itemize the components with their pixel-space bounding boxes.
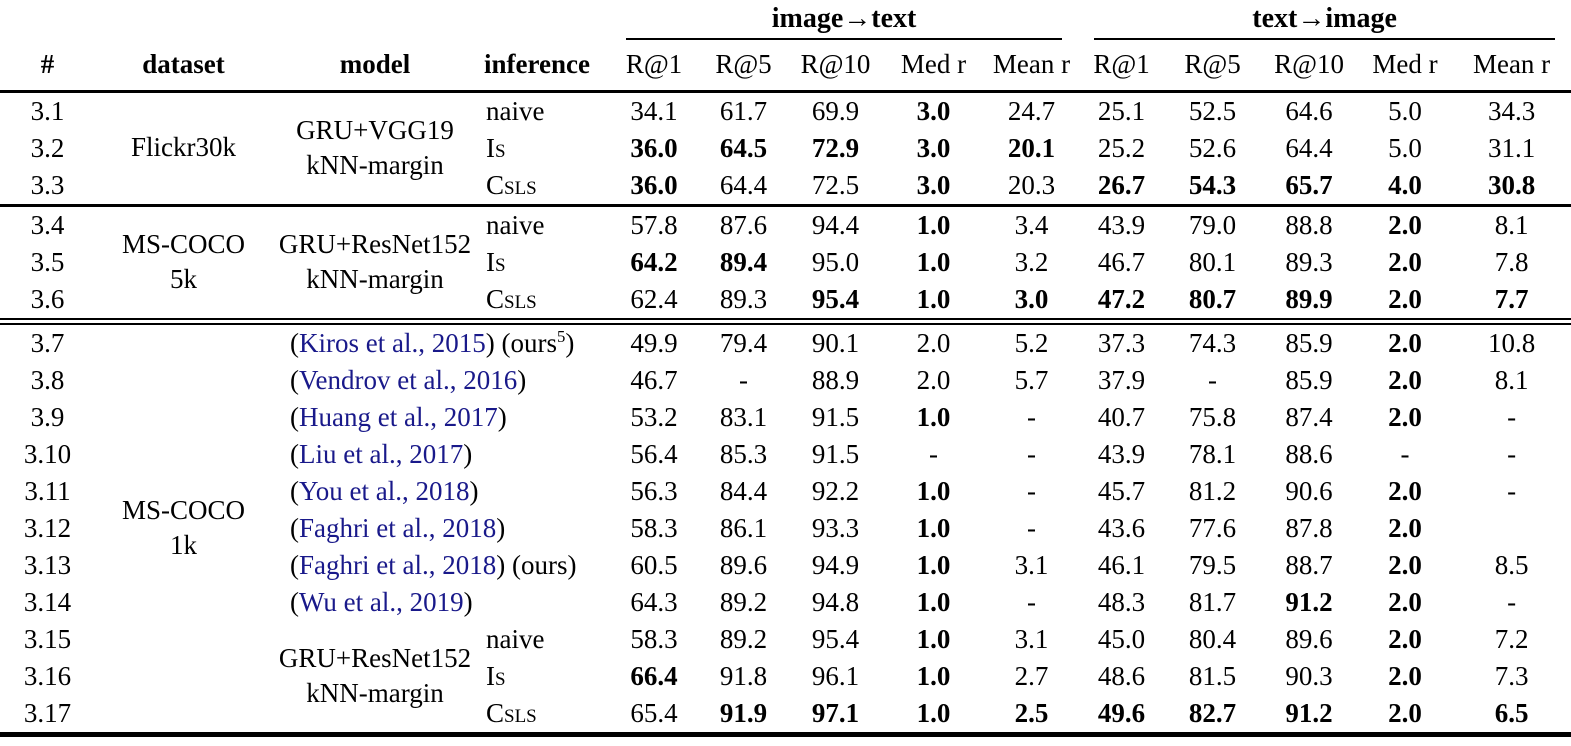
metric-cell: 81.2 [1188, 475, 1237, 506]
metric-cell: 89.3 [1285, 246, 1333, 277]
table-row [0, 91, 1571, 130]
metric-cell: 10.8 [1487, 327, 1536, 358]
metric-cell: 60.5 [630, 549, 678, 580]
group-header-text-to-image [1078, 0, 1571, 40]
column-header-inference: inference [478, 40, 610, 92]
metric-cell: 8.5 [1494, 549, 1529, 580]
model-citation-cell [272, 584, 610, 621]
dataset-cell [95, 91, 272, 205]
citation-text: ) [517, 364, 527, 395]
metric-cell: 1.0 [916, 475, 951, 506]
row-number: 3.16 [23, 660, 72, 691]
metric-cell: 57.8 [630, 209, 678, 240]
group-label-text-to-image: text→image [1094, 4, 1555, 40]
row-number: 3.17 [23, 697, 72, 728]
metric-cell: - [1027, 512, 1037, 543]
dataset-line: 5k [170, 264, 197, 295]
metric-cell: 89.2 [719, 623, 768, 654]
metric-cell: - [1507, 401, 1517, 432]
metric-cell: 45.7 [1097, 475, 1146, 506]
metric-cell: 94.8 [811, 586, 860, 617]
column-header-i2t-r10: R@10 [789, 40, 882, 92]
citation-text: ) [497, 401, 507, 432]
metric-cell: 85.9 [1285, 327, 1333, 358]
metric-cell: 26.7 [1097, 169, 1146, 200]
model-cell [272, 91, 478, 205]
metric-cell: 2.0 [1388, 401, 1422, 432]
citation-text: ) [496, 512, 506, 543]
metric-cell: 58.3 [630, 623, 678, 654]
metric-cell: 87.8 [1285, 512, 1333, 543]
dataset-line: 1k [170, 530, 197, 561]
inference-cell: naive [486, 209, 545, 240]
metric-cell: 2.0 [1388, 623, 1422, 654]
row-number: 3.8 [30, 364, 65, 395]
metric-cell: 3.0 [916, 132, 951, 163]
metric-cell: 96.1 [811, 660, 860, 691]
metric-cell: 58.3 [630, 512, 678, 543]
metric-cell: 85.3 [719, 438, 768, 469]
metric-cell: 66.4 [630, 660, 678, 691]
row-number: 3.2 [30, 132, 65, 163]
block-mscoco-5k [0, 205, 1571, 321]
row-number: 3.13 [23, 549, 72, 580]
metric-cell: 1.0 [916, 660, 951, 691]
citation-link[interactable]: You et al., 2018 [299, 475, 470, 506]
dataset-line: MS-COCO [121, 228, 246, 259]
metric-cell: 2.0 [916, 327, 951, 358]
metric-cell: 79.0 [1188, 209, 1237, 240]
row-number: 3.9 [30, 401, 65, 432]
row-number: 3.15 [23, 623, 72, 654]
column-header-t2i-r5: R@5 [1165, 40, 1260, 92]
model-line: GRU+ResNet152 [278, 228, 472, 259]
metric-cell: 77.6 [1188, 512, 1237, 543]
metric-cell: 87.4 [1285, 401, 1333, 432]
metric-cell: 1.0 [916, 586, 951, 617]
column-header-t2i-meanr: Mean r [1452, 40, 1571, 92]
metric-cell: 89.2 [719, 586, 768, 617]
metric-cell: 81.7 [1188, 586, 1237, 617]
model-citation-cell [272, 473, 610, 510]
group-header-blank [0, 0, 610, 40]
metric-cell: 95.0 [811, 246, 860, 277]
metric-cell: 3.4 [1014, 209, 1049, 240]
citation-footnote-mark: 5 [556, 326, 566, 346]
metric-cell: 43.9 [1097, 209, 1146, 240]
metric-cell: 3.1 [1014, 623, 1049, 654]
metric-cell: 2.0 [916, 364, 951, 395]
metric-cell: 34.3 [1487, 95, 1536, 126]
metric-cell: - [1027, 475, 1037, 506]
inference-cell: naive [486, 95, 545, 126]
metric-cell: 6.5 [1494, 697, 1529, 728]
column-header-i2t-r1: R@1 [610, 40, 698, 92]
metric-cell: 5.2 [1014, 327, 1049, 358]
metric-cell: 48.6 [1097, 660, 1146, 691]
inference-cell: Is [486, 660, 506, 691]
metric-cell: 64.6 [1285, 95, 1333, 126]
metric-cell: 3.0 [1014, 283, 1049, 314]
metric-cell: 25.1 [1097, 95, 1146, 126]
inference-cell: Csls [486, 283, 537, 314]
metric-cell: 2.0 [1388, 697, 1422, 728]
metric-cell: - [1027, 438, 1037, 469]
metric-cell: 2.7 [1014, 660, 1049, 691]
metric-cell: - [739, 364, 748, 395]
model-cell [272, 205, 478, 321]
metric-cell: 4.0 [1388, 169, 1422, 200]
metric-cell: 56.3 [630, 475, 678, 506]
column-header-number: # [0, 40, 95, 92]
dataset-cell [95, 321, 272, 734]
metric-cell: 79.5 [1188, 549, 1237, 580]
metric-cell: 2.0 [1388, 327, 1422, 358]
metric-cell: 90.1 [811, 327, 860, 358]
metric-cell: 82.7 [1188, 697, 1237, 728]
metric-cell: 48.3 [1097, 586, 1146, 617]
model-citation-cell [272, 362, 610, 399]
metric-cell: 84.4 [719, 475, 768, 506]
metric-cell: 88.8 [1285, 209, 1333, 240]
citation-link[interactable]: Liu et al., 2017 [299, 438, 464, 469]
metric-cell: 89.3 [719, 283, 768, 314]
metric-cell: 69.9 [811, 95, 860, 126]
metric-cell: - [929, 438, 938, 469]
model-line: kNN-margin [306, 678, 444, 709]
metric-cell: 8.1 [1494, 209, 1529, 240]
metric-cell: 93.3 [811, 512, 860, 543]
column-header-t2i-medr: Med r [1358, 40, 1452, 92]
metric-cell: 49.9 [630, 327, 678, 358]
metric-cell: 89.4 [719, 246, 768, 277]
metric-cell: 90.3 [1285, 660, 1333, 691]
citation-text: ( [290, 401, 299, 432]
metric-cell: 34.1 [630, 95, 678, 126]
row-number: 3.11 [24, 475, 71, 506]
metric-cell: 89.6 [1285, 623, 1333, 654]
metric-cell: 46.7 [630, 364, 678, 395]
metric-cell: 75.8 [1188, 401, 1237, 432]
metric-cell: 64.3 [630, 586, 678, 617]
metric-cell: 72.9 [811, 132, 860, 163]
metric-cell: 97.1 [811, 697, 860, 728]
metric-cell: 78.1 [1188, 438, 1237, 469]
model-line: GRU+VGG19 [296, 114, 454, 145]
metric-cell: 47.2 [1097, 283, 1146, 314]
model-citation-cell [272, 321, 610, 362]
metric-cell: 36.0 [630, 169, 678, 200]
metric-cell: 3.0 [916, 169, 951, 200]
metric-cell: 36.0 [630, 132, 678, 163]
citation-link[interactable]: Faghri et al., 2018 [299, 512, 497, 543]
column-header-i2t-medr: Med r [882, 40, 985, 92]
metric-cell: 81.5 [1188, 660, 1237, 691]
dataset-line: Flickr30k [131, 132, 236, 163]
metric-cell: 1.0 [916, 246, 951, 277]
metric-cell: 43.9 [1097, 438, 1146, 469]
metric-cell: 91.5 [811, 401, 860, 432]
metric-cell: 91.2 [1285, 586, 1333, 617]
metric-cell: 80.4 [1188, 623, 1237, 654]
metric-cell: 3.1 [1014, 549, 1049, 580]
citation-text: ) (ours [485, 327, 557, 358]
metric-cell: - [1507, 475, 1517, 506]
metric-cell: 49.6 [1097, 697, 1146, 728]
metric-cell: 86.1 [719, 512, 768, 543]
metric-cell: 79.4 [719, 327, 768, 358]
metric-cell: - [1027, 586, 1037, 617]
citation-text: ( [290, 327, 299, 358]
metric-cell: - [1027, 401, 1037, 432]
metric-cell: 2.0 [1388, 512, 1422, 543]
metric-cell: 5.0 [1388, 95, 1422, 126]
metric-cell: 43.6 [1097, 512, 1146, 543]
citation-link[interactable]: Wu et al., 2019 [299, 586, 464, 617]
row-number: 3.10 [23, 438, 72, 469]
metric-cell: 64.4 [719, 169, 768, 200]
table-header [0, 0, 1571, 91]
model-line: kNN-margin [306, 264, 444, 295]
metric-cell: - [1400, 438, 1410, 469]
column-header-dataset: dataset [95, 40, 272, 92]
column-header-t2i-r10: R@10 [1260, 40, 1358, 92]
citation-text: ) [565, 327, 575, 358]
inference-cell: Csls [486, 169, 537, 200]
metric-cell [1452, 510, 1571, 547]
metric-cell: 1.0 [916, 209, 951, 240]
citation-text: ) [463, 438, 473, 469]
metric-cell: 2.0 [1388, 475, 1422, 506]
row-number: 3.6 [30, 283, 65, 314]
metric-cell: 74.3 [1188, 327, 1237, 358]
metric-cell: 52.5 [1188, 95, 1237, 126]
metric-cell: 91.9 [719, 697, 768, 728]
metric-cell: 7.7 [1494, 283, 1529, 314]
metric-cell: 46.1 [1097, 549, 1146, 580]
metric-cell: 89.6 [719, 549, 768, 580]
table-row [0, 205, 1571, 244]
row-number: 3.3 [30, 169, 65, 200]
metric-cell: 64.4 [1285, 132, 1333, 163]
metric-cell: 1.0 [916, 512, 951, 543]
column-header-row [0, 40, 1571, 92]
citation-text: ( [290, 549, 299, 580]
citation-text: ( [290, 438, 299, 469]
metric-cell: 40.7 [1097, 401, 1146, 432]
metric-cell: 7.2 [1494, 623, 1529, 654]
metric-cell: 20.3 [1007, 169, 1056, 200]
metric-cell: 80.7 [1188, 283, 1237, 314]
group-label-image-to-text: image→text [626, 4, 1062, 40]
metric-cell: 8.1 [1494, 364, 1529, 395]
metric-cell: 2.0 [1388, 283, 1422, 314]
metric-cell: 54.3 [1188, 169, 1237, 200]
metric-cell: 64.2 [630, 246, 678, 277]
group-header-image-to-text [610, 0, 1078, 40]
dataset-cell [95, 205, 272, 321]
metric-cell: 1.0 [916, 549, 951, 580]
metric-cell: 88.7 [1285, 549, 1333, 580]
metric-cell: 2.0 [1388, 246, 1422, 277]
metric-cell: 53.2 [630, 401, 678, 432]
metric-cell: 52.6 [1188, 132, 1237, 163]
metric-cell: 92.2 [811, 475, 860, 506]
metric-cell: 20.1 [1007, 132, 1056, 163]
citation-text: ) (ours) [496, 549, 577, 580]
metric-cell: 87.6 [719, 209, 768, 240]
citation-text: ) [469, 475, 479, 506]
row-number: 3.12 [23, 512, 72, 543]
metric-cell: 7.3 [1494, 660, 1529, 691]
metric-cell: 1.0 [916, 283, 951, 314]
metric-cell: 45.0 [1097, 623, 1146, 654]
metric-cell: 1.0 [916, 697, 951, 728]
column-header-i2t-meanr: Mean r [985, 40, 1078, 92]
column-header-model: model [272, 40, 478, 92]
metric-cell: - [1507, 438, 1517, 469]
model-line: kNN-margin [306, 150, 444, 181]
dataset-line: MS-COCO [121, 494, 246, 525]
metric-cell: 2.0 [1388, 660, 1422, 691]
metric-cell: 2.0 [1388, 586, 1422, 617]
table-row [0, 321, 1571, 362]
metric-cell: - [1208, 364, 1218, 395]
metric-cell: 3.0 [916, 95, 951, 126]
model-line: GRU+ResNet152 [278, 642, 472, 673]
model-citation-cell [272, 547, 610, 584]
citation-link[interactable]: Vendrov et al., 2016 [299, 364, 518, 395]
metric-cell: 37.3 [1097, 327, 1146, 358]
metric-cell: 94.4 [811, 209, 860, 240]
metric-cell: - [1507, 586, 1517, 617]
block-mscoco-1k [0, 321, 1571, 734]
metric-cell: 56.4 [630, 438, 678, 469]
metric-cell: 7.8 [1494, 246, 1529, 277]
citation-link[interactable]: Huang et al., 2017 [299, 401, 498, 432]
metric-cell: 72.5 [811, 169, 860, 200]
metric-cell: 1.0 [916, 623, 951, 654]
metric-cell: 91.5 [811, 438, 860, 469]
metric-cell: 88.9 [811, 364, 860, 395]
model-cell [272, 621, 478, 735]
metric-cell: 2.0 [1388, 209, 1422, 240]
metric-cell: 5.0 [1388, 132, 1422, 163]
metric-cell: 62.4 [630, 283, 678, 314]
citation-link[interactable]: Faghri et al., 2018 [299, 549, 497, 580]
metric-cell: 46.7 [1097, 246, 1146, 277]
citation-text: ( [290, 364, 299, 395]
metric-cell: 61.7 [719, 95, 768, 126]
metric-cell: 37.9 [1097, 364, 1146, 395]
model-citation-cell [272, 436, 610, 473]
row-number: 3.4 [30, 209, 65, 240]
citation-text: ( [290, 586, 299, 617]
metric-cell: 31.1 [1487, 132, 1536, 163]
metric-cell: 91.8 [719, 660, 768, 691]
metric-cell: 89.9 [1285, 283, 1333, 314]
metric-cell: 83.1 [719, 401, 768, 432]
inference-cell: naive [486, 623, 545, 654]
metric-cell: 5.7 [1014, 364, 1049, 395]
metric-cell: 1.0 [916, 401, 951, 432]
citation-link[interactable]: Kiros et al., 2015 [299, 327, 486, 358]
metric-cell: 65.4 [630, 697, 678, 728]
metric-cell: 94.9 [811, 549, 860, 580]
row-number: 3.5 [30, 246, 65, 277]
inference-cell: Is [486, 246, 506, 277]
metric-cell: 64.5 [719, 132, 768, 163]
metric-cell: 2.5 [1014, 697, 1049, 728]
citation-text: ( [290, 512, 299, 543]
citation-text: ( [290, 475, 299, 506]
block-flickr30k [0, 91, 1571, 205]
metric-cell: 85.9 [1285, 364, 1333, 395]
group-header-row [0, 0, 1571, 40]
row-number: 3.14 [23, 586, 72, 617]
metric-cell: 2.0 [1388, 364, 1422, 395]
model-citation-cell [272, 399, 610, 436]
inference-cell: Is [486, 132, 506, 163]
metric-cell: 2.0 [1388, 549, 1422, 580]
column-header-i2t-r5: R@5 [698, 40, 789, 92]
metric-cell: 90.6 [1285, 475, 1333, 506]
metric-cell: 25.2 [1097, 132, 1146, 163]
metric-cell: 95.4 [811, 623, 860, 654]
model-citation-cell [272, 510, 610, 547]
citation-text: ) [463, 586, 473, 617]
metric-cell: 65.7 [1285, 169, 1333, 200]
row-number: 3.7 [30, 327, 65, 358]
metric-cell: 95.4 [811, 283, 860, 314]
row-number: 3.1 [30, 95, 65, 126]
metric-cell: 80.1 [1188, 246, 1237, 277]
metric-cell: 91.2 [1285, 697, 1333, 728]
inference-cell: Csls [486, 697, 537, 728]
metric-cell: 88.6 [1285, 438, 1333, 469]
metric-cell: 30.8 [1487, 169, 1536, 200]
metric-cell: 24.7 [1007, 95, 1056, 126]
column-header-t2i-r1: R@1 [1078, 40, 1165, 92]
metric-cell: 3.2 [1014, 246, 1049, 277]
